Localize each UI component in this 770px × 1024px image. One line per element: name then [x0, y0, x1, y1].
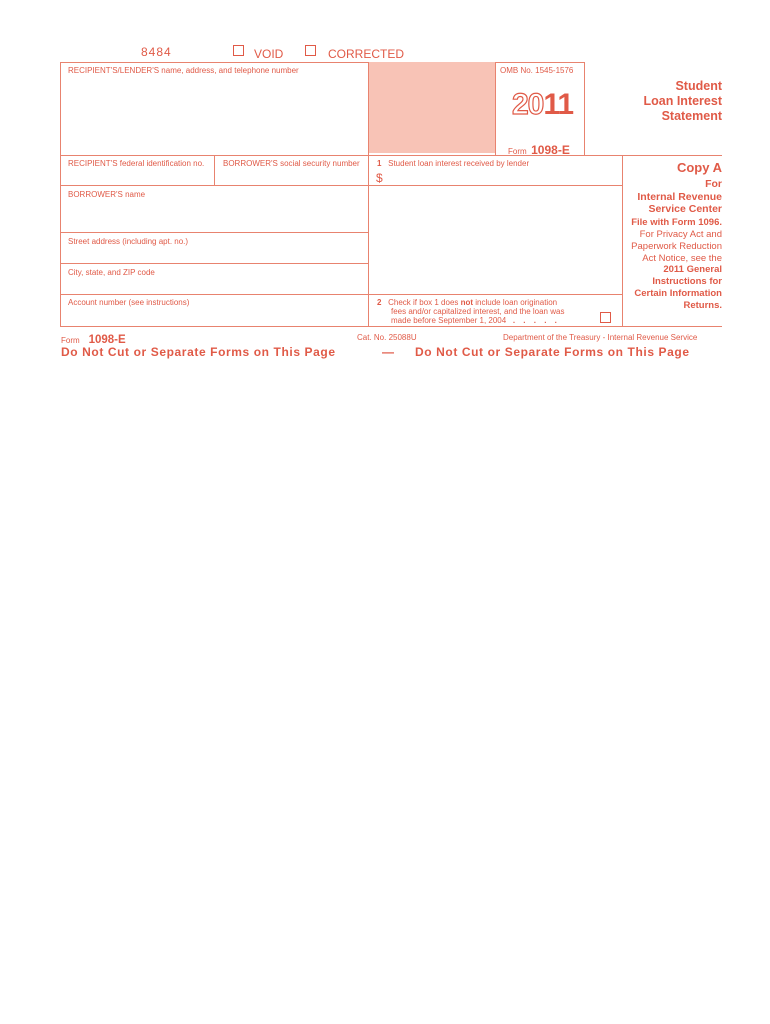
box2-checkbox[interactable] [600, 312, 611, 323]
instructions-block [612, 264, 722, 312]
form-prefix: Form [508, 147, 527, 156]
box2-line1-post: include loan origination [473, 298, 558, 307]
instr-1: 2011 General [663, 264, 722, 275]
file-with-text: File with Form 1096. [631, 217, 722, 228]
borrower-ssn-field[interactable] [215, 170, 367, 184]
corrected-checkbox[interactable] [305, 45, 316, 56]
title-line-3: Statement [661, 109, 722, 123]
title-line-1: Student [675, 79, 722, 93]
borrower-ssn-label: BORROWER'S social security number [223, 159, 360, 168]
void-label: VOID [254, 47, 284, 61]
row-line-2 [60, 185, 622, 186]
box1-label [377, 159, 529, 168]
row-line-4 [60, 263, 368, 264]
privacy-3: Act Notice, see the [642, 253, 722, 264]
recipient-id-field[interactable] [61, 170, 213, 184]
privacy-block [612, 229, 722, 265]
recipient-name-field[interactable] [61, 76, 367, 154]
instr-4: Returns. [683, 300, 722, 311]
copy-for-1: For [705, 178, 722, 190]
box2-line-3 [377, 316, 564, 325]
copy-for-2: Internal Revenue [637, 190, 722, 203]
form-code: 8484 [141, 45, 172, 59]
footer-form-prefix: Form [61, 336, 80, 345]
box1-number: 1 [377, 159, 382, 168]
account-number-field[interactable] [61, 309, 367, 325]
box2-line-1 [377, 298, 564, 307]
account-number-label: Account number (see instructions) [68, 298, 190, 307]
box2-line-2: fees and/or capitalized interest, and the loan was [391, 307, 565, 316]
instr-3: Certain Information [634, 288, 722, 299]
omb-right-border [584, 62, 585, 155]
do-not-cut-dash: — [382, 345, 395, 359]
copy-border-top [622, 155, 722, 156]
footer-form-number: 1098-E [88, 334, 126, 346]
year-solid: 11 [543, 88, 574, 121]
form-label [508, 141, 570, 159]
copy-for-block [612, 178, 722, 216]
street-address-field[interactable] [61, 247, 367, 262]
borrower-name-label: BORROWER'S name [68, 190, 146, 199]
box2-number: 2 [377, 298, 382, 307]
form-number: 1098-E [531, 143, 570, 157]
cat-number: Cat. No. 25088U [357, 333, 417, 342]
department-text: Department of the Treasury - Internal Revenue Service [503, 333, 698, 342]
city-state-zip-field[interactable] [61, 278, 367, 293]
shaded-area [369, 62, 495, 153]
row-line-3 [60, 232, 368, 233]
privacy-2: Paperwork Reduction [631, 241, 722, 252]
corrected-label: CORRECTED [328, 47, 405, 61]
box2-line3-text: made before September 1, 2004 [391, 316, 507, 325]
box1-text: Student loan interest received by lender [388, 159, 530, 168]
borrower-name-field[interactable] [61, 201, 367, 231]
do-not-cut-right: Do Not Cut or Separate Forms on This Page [415, 345, 690, 359]
recipient-name-label: RECIPIENT'S/LENDER'S name, address, and telephone number [68, 66, 299, 75]
omb-divider [495, 62, 496, 155]
void-checkbox[interactable] [233, 45, 244, 56]
year-hollow: 20 [512, 88, 544, 121]
row-line-5 [60, 294, 622, 295]
tax-year [512, 88, 573, 122]
box1-dollar-sign: $ [376, 171, 383, 185]
box2-line1-bold: not [460, 298, 474, 307]
form-title [600, 79, 722, 124]
title-line-2: Loan Interest [643, 94, 722, 108]
box2-leader: . . . . . [512, 316, 560, 325]
street-address-label: Street address (including apt. no.) [68, 237, 189, 246]
box1-amount-field[interactable] [388, 169, 618, 184]
box2-label [377, 298, 564, 325]
omb-number: OMB No. 1545-1576 [500, 66, 574, 75]
privacy-1: For Privacy Act and [639, 229, 722, 240]
bottom-border [60, 326, 722, 327]
city-state-zip-label: City, state, and ZIP code [68, 268, 155, 277]
top-border [60, 62, 584, 63]
recipient-id-label: RECIPIENT'S federal identification no. [68, 159, 205, 168]
box2-line1-pre: Check if box 1 does [388, 298, 461, 307]
instr-2: Instructions for [652, 276, 722, 287]
do-not-cut-left: Do Not Cut or Separate Forms on This Page [61, 345, 336, 359]
copy-a-title: Copy A [676, 160, 722, 175]
copy-for-3: Service Center [648, 203, 722, 215]
